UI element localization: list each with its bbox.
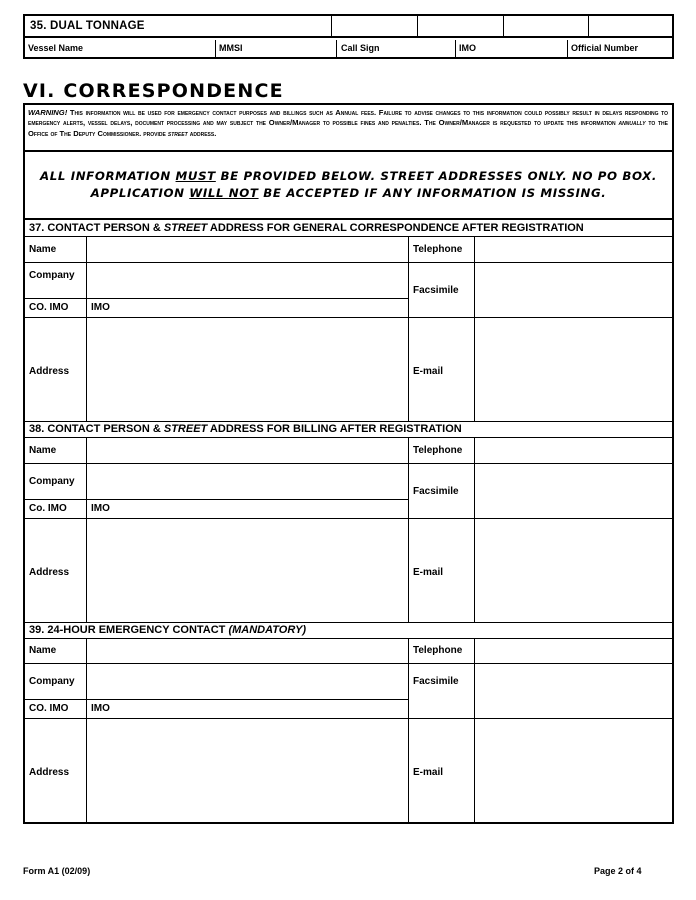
name-label: Name	[29, 645, 57, 656]
warning-street: street	[167, 128, 188, 138]
row-divider	[25, 499, 409, 500]
cell-divider	[567, 40, 568, 59]
label-column-divider	[474, 639, 475, 822]
section-title: 37. CONTACT PERSON & STREET ADDRESS FOR GENERAL CORRESPONDENCE AFTER REGISTRATION	[25, 220, 672, 237]
call-sign-label: Call Sign	[341, 43, 380, 53]
imo-label: IMO	[459, 43, 476, 53]
required-info-notice	[25, 154, 672, 220]
cell-divider	[503, 16, 504, 36]
section-39-emergency-contact	[25, 622, 672, 822]
notice-line-2	[25, 185, 672, 202]
name-label: Name	[29, 244, 57, 255]
row-divider	[25, 718, 672, 719]
section-38-billing	[25, 421, 672, 622]
cell-divider	[455, 40, 456, 59]
facsimile-label: Facsimile	[413, 676, 459, 687]
dual-tonnage-header-row	[25, 16, 672, 38]
warning-notice	[25, 105, 672, 152]
email-label: E-mail	[413, 567, 444, 578]
label-column-divider	[474, 438, 475, 622]
facsimile-label: Facsimile	[413, 285, 459, 296]
email-label: E-mail	[413, 366, 444, 377]
imo-label: IMO	[91, 503, 110, 514]
row-divider	[25, 463, 672, 464]
notice-text: BE ACCEPTED IF ANY INFORMATION IS MISSING.	[258, 186, 607, 200]
co-imo-label: CO. IMO	[29, 302, 69, 313]
telephone-label: Telephone	[413, 445, 463, 456]
notice-must: MUST	[175, 169, 216, 183]
dual-tonnage-fields-row	[25, 40, 672, 59]
warning-text-3: address.	[187, 128, 217, 138]
section-heading: VI. CORRESPONDENCE	[23, 80, 284, 102]
cell-divider	[417, 16, 418, 36]
company-label: Company	[29, 676, 75, 687]
address-label: Address	[29, 366, 70, 377]
warning-text: This information will be used for emergency contact purposes and billings such as Annual fees. Failure to advise changes to this information could possibly result in delays responding to emergency alerts, vessel delays, document processing and may subject the Owner/Manager to possible fines and penalties. The Owner/Manager is requested to update this information	[28, 108, 668, 128]
notice-line-1	[25, 168, 672, 185]
row-divider	[25, 317, 672, 318]
cell-divider	[588, 16, 589, 36]
company-label: Company	[29, 270, 75, 281]
notice-text: BE PROVIDED BELOW. STREET ADDRESSES ONLY. NO PO BOX.	[215, 169, 657, 183]
telephone-label: Telephone	[413, 244, 463, 255]
imo-label: IMO	[91, 703, 110, 714]
row-divider	[25, 262, 672, 263]
row-divider	[25, 298, 409, 299]
email-label: E-mail	[413, 767, 444, 778]
label-column-divider	[408, 237, 409, 421]
label-column-divider	[474, 237, 475, 421]
section-title: 38. CONTACT PERSON & STREET ADDRESS FOR BILLING AFTER REGISTRATION	[25, 421, 672, 438]
notice-text: ALL INFORMATION	[40, 169, 176, 183]
label-column-divider	[86, 438, 87, 622]
cell-divider	[336, 40, 337, 59]
address-label: Address	[29, 567, 70, 578]
label-column-divider	[86, 639, 87, 822]
notice-text: APPLICATION	[90, 186, 190, 200]
co-imo-label: CO. IMO	[29, 703, 69, 714]
page-number: Page 2 of 4	[594, 866, 642, 876]
official-number-label: Official Number	[571, 43, 639, 53]
section-37-general-correspondence	[25, 220, 672, 421]
label-column-divider	[408, 639, 409, 822]
warning-lead: WARNING!	[28, 108, 68, 117]
warning-annually: annually	[618, 118, 646, 128]
vessel-name-label: Vessel Name	[28, 43, 84, 53]
telephone-label: Telephone	[413, 645, 463, 656]
row-divider	[25, 699, 409, 700]
company-label: Company	[29, 476, 75, 487]
dual-tonnage-table	[23, 14, 674, 59]
correspondence-block	[23, 103, 674, 824]
label-column-divider	[408, 438, 409, 622]
mmsi-label: MMSI	[219, 43, 243, 53]
warning-text-2: to the Office of The Deputy Commissioner. provide	[28, 118, 668, 138]
notice-will-not: WILL NOT	[189, 186, 259, 200]
cell-divider	[215, 40, 216, 59]
dual-tonnage-title: 35. DUAL TONNAGE	[30, 20, 145, 32]
cell-divider	[331, 16, 332, 36]
section-title: 39. 24-HOUR EMERGENCY CONTACT (MANDATORY)	[25, 622, 672, 639]
row-divider	[25, 663, 672, 664]
row-divider	[25, 518, 672, 519]
facsimile-label: Facsimile	[413, 486, 459, 497]
label-column-divider	[86, 237, 87, 421]
imo-label: IMO	[91, 302, 110, 313]
form-id: Form A1 (02/09)	[23, 866, 91, 876]
co-imo-label: Co. IMO	[29, 503, 67, 514]
address-label: Address	[29, 767, 70, 778]
name-label: Name	[29, 445, 57, 456]
